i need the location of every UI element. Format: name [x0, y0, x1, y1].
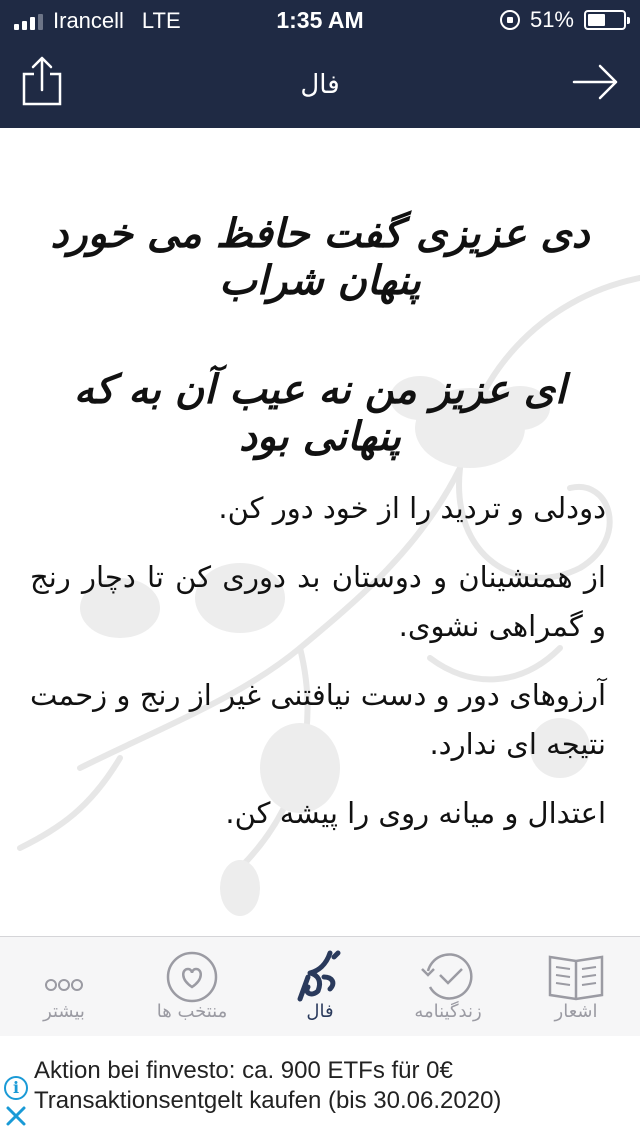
tab-biography[interactable]	[384, 937, 512, 1037]
tab-bar	[0, 936, 640, 1037]
interpretation-paragraph: از همنشینان و دوستان بد دوری کن تا دچار رنج و گمراهی نشوی.	[30, 560, 606, 643]
heart-icon	[162, 947, 222, 1003]
tab-label: زندگینامه	[414, 1001, 482, 1022]
more-dots-icon	[34, 947, 94, 1003]
tab-label: بیشتر	[43, 1001, 85, 1022]
tab-poems[interactable]	[512, 937, 640, 1037]
page-title: فال	[300, 70, 340, 100]
status-time: 1:35 AM	[276, 7, 364, 33]
navigation-bar	[0, 40, 640, 128]
tab-more[interactable]	[0, 937, 128, 1037]
network-type: LTE	[141, 8, 181, 33]
carrier-name: Irancell	[53, 8, 124, 33]
close-icon[interactable]	[4, 1104, 28, 1128]
tab-favorites[interactable]	[128, 937, 256, 1037]
battery-icon	[584, 10, 626, 30]
orientation-lock-icon	[500, 10, 520, 30]
arrow-right-icon[interactable]	[572, 62, 620, 102]
fortune-content	[0, 128, 640, 936]
status-right	[500, 7, 626, 33]
ad-text[interactable]: Aktion bei finvesto: ca. 900 ETFs für 0€ Transaktionsentgelt kaufen (bis 30.06.2020)	[34, 1057, 502, 1114]
interpretation-paragraph: آرزوهای دور و دست نیافتنی غیر از رنج و زحمت نتیجه ای ندارد.	[30, 678, 606, 761]
history-clock-icon	[418, 947, 478, 1003]
interpretation-paragraph: اعتدال و میانه روی را پیشه کن.	[225, 796, 606, 830]
hafez-calligraphy-icon	[290, 947, 350, 1003]
ad-banner[interactable]	[0, 1036, 640, 1136]
fortune-interpretation	[30, 484, 606, 858]
tab-label: فال	[306, 1001, 334, 1022]
status-bar	[0, 0, 640, 40]
book-icon	[546, 947, 606, 1003]
info-icon[interactable]: i	[4, 1076, 28, 1100]
poem-verse-1: دی عزیزی گفت حافظ می خورد پنهان شراب	[50, 210, 590, 304]
interpretation-paragraph: دودلی و تردید را از خود دور کن.	[218, 491, 606, 525]
tab-fortune[interactable]	[256, 937, 384, 1037]
poem-verse-2: ای عزیز من نه عیب آن به که پنهانی بود	[73, 366, 567, 460]
tab-label: منتخب ها	[156, 1001, 228, 1022]
tab-label: اشعار	[554, 1001, 598, 1022]
battery-percent: 51%	[529, 7, 574, 32]
